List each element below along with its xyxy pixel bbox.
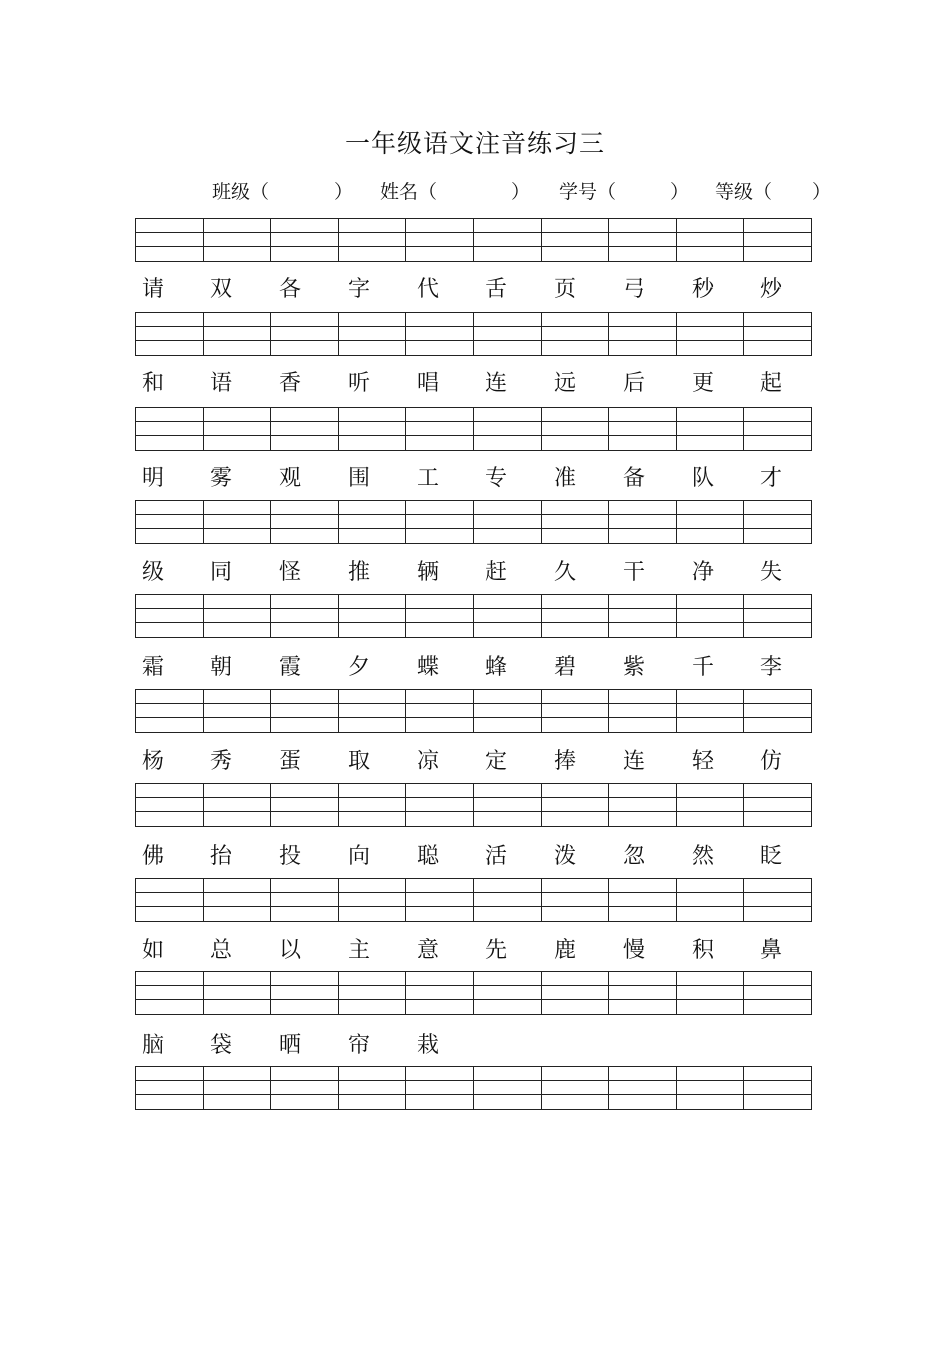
hanzi-character: 帘 [347, 1033, 370, 1058]
hanzi-character: 代 [416, 277, 439, 302]
pinyin-cell[interactable] [339, 879, 407, 921]
pinyin-cell[interactable] [204, 313, 272, 355]
hanzi-character: 双 [209, 277, 232, 302]
hanzi-character: 朝 [209, 655, 232, 680]
pinyin-cell[interactable] [677, 1067, 745, 1109]
pinyin-cell[interactable] [609, 1067, 677, 1109]
pinyin-cell[interactable] [136, 501, 204, 543]
pinyin-cell[interactable] [744, 1067, 811, 1109]
hanzi-character: 慢 [622, 938, 645, 963]
pinyin-cell[interactable] [609, 408, 677, 450]
hanzi-character: 杨 [141, 749, 164, 774]
hanzi-character: 聪 [416, 844, 439, 869]
hanzi-character: 怪 [278, 560, 301, 585]
hanzi-character: 佛 [141, 844, 164, 869]
hanzi-character: 泼 [553, 844, 576, 869]
hanzi-character: 围 [347, 466, 370, 491]
hanzi-character: 积 [691, 938, 714, 963]
number-label: 学号（ [559, 181, 617, 203]
hanzi-character: 霜 [141, 655, 164, 680]
hanzi-character: 级 [141, 560, 164, 585]
character-row-5 [135, 650, 825, 680]
pinyin-cell[interactable] [542, 972, 610, 1014]
pinyin-cell[interactable] [406, 408, 474, 450]
pinyin-cell[interactable] [406, 313, 474, 355]
hanzi-character: 同 [209, 560, 232, 585]
pinyin-cell[interactable] [609, 595, 677, 637]
hanzi-character: 蝶 [416, 655, 439, 680]
pinyin-cell[interactable] [406, 784, 474, 826]
pinyin-cell[interactable] [271, 690, 339, 732]
pinyin-cell[interactable] [474, 784, 542, 826]
pinyin-cell[interactable] [744, 595, 811, 637]
pinyin-cell[interactable] [677, 313, 745, 355]
pinyin-cell[interactable] [542, 690, 610, 732]
hanzi-character: 舌 [484, 277, 507, 302]
pinyin-cell[interactable] [406, 1067, 474, 1109]
grade-close: ） [812, 181, 832, 203]
pinyin-cell[interactable] [406, 595, 474, 637]
hanzi-character: 先 [484, 938, 507, 963]
pinyin-cell[interactable] [339, 784, 407, 826]
hanzi-character: 定 [484, 749, 507, 774]
pinyin-cell[interactable] [677, 690, 745, 732]
pinyin-grid-1 [135, 218, 812, 262]
hanzi-character: 炒 [759, 277, 782, 302]
pinyin-cell[interactable] [677, 595, 745, 637]
hanzi-character: 和 [141, 371, 164, 396]
name-close: ） [511, 181, 531, 203]
pinyin-cell[interactable] [339, 595, 407, 637]
hanzi-character: 备 [622, 466, 645, 491]
pinyin-cell[interactable] [474, 313, 542, 355]
hanzi-character: 蛋 [278, 749, 301, 774]
pinyin-cell[interactable] [136, 408, 204, 450]
hanzi-character: 失 [759, 560, 782, 585]
hanzi-character: 意 [416, 938, 439, 963]
class-label: 班级（ [212, 181, 270, 203]
hanzi-character: 李 [759, 655, 782, 680]
pinyin-cell[interactable] [204, 972, 272, 1014]
pinyin-cell[interactable] [474, 501, 542, 543]
pinyin-cell[interactable] [339, 972, 407, 1014]
hanzi-character: 准 [553, 466, 576, 491]
pinyin-cell[interactable] [677, 879, 745, 921]
pinyin-grid-7 [135, 783, 812, 827]
pinyin-cell[interactable] [136, 219, 204, 261]
character-row-8 [135, 933, 825, 963]
hanzi-character: 更 [691, 371, 714, 396]
pinyin-cell[interactable] [271, 972, 339, 1014]
hanzi-character: 忽 [622, 844, 645, 869]
hanzi-character: 后 [622, 371, 645, 396]
pinyin-cell[interactable] [542, 408, 610, 450]
pinyin-cell[interactable] [677, 408, 745, 450]
hanzi-character: 雾 [209, 466, 232, 491]
hanzi-character: 紫 [622, 655, 645, 680]
pinyin-cell[interactable] [136, 972, 204, 1014]
hanzi-character: 秀 [209, 749, 232, 774]
pinyin-cell[interactable] [542, 313, 610, 355]
pinyin-cell[interactable] [474, 595, 542, 637]
pinyin-cell[interactable] [136, 313, 204, 355]
pinyin-cell[interactable] [744, 879, 811, 921]
hanzi-character: 凉 [416, 749, 439, 774]
pinyin-cell[interactable] [744, 784, 811, 826]
pinyin-cell[interactable] [339, 1067, 407, 1109]
hanzi-character: 抬 [209, 844, 232, 869]
pinyin-grid-3 [135, 407, 812, 451]
hanzi-character: 投 [278, 844, 301, 869]
page-title: 一年级语文注音练习三 [344, 129, 605, 158]
number-close: ） [670, 181, 690, 203]
pinyin-cell[interactable] [609, 690, 677, 732]
pinyin-cell[interactable] [677, 784, 745, 826]
pinyin-cell[interactable] [204, 1067, 272, 1109]
pinyin-grid-4 [135, 500, 812, 544]
pinyin-cell[interactable] [542, 1067, 610, 1109]
pinyin-cell[interactable] [609, 972, 677, 1014]
hanzi-character: 推 [347, 560, 370, 585]
pinyin-cell[interactable] [204, 784, 272, 826]
hanzi-character: 碧 [553, 655, 576, 680]
pinyin-cell[interactable] [609, 501, 677, 543]
pinyin-cell[interactable] [542, 784, 610, 826]
pinyin-cell[interactable] [609, 784, 677, 826]
pinyin-cell[interactable] [339, 313, 407, 355]
pinyin-cell[interactable] [542, 879, 610, 921]
hanzi-character: 赶 [484, 560, 507, 585]
hanzi-character: 脑 [141, 1033, 164, 1058]
hanzi-character: 净 [691, 560, 714, 585]
pinyin-cell[interactable] [339, 219, 407, 261]
hanzi-character: 干 [622, 560, 645, 585]
pinyin-cell[interactable] [406, 879, 474, 921]
character-row-6 [135, 744, 825, 774]
pinyin-cell[interactable] [677, 972, 745, 1014]
pinyin-cell[interactable] [339, 690, 407, 732]
pinyin-cell[interactable] [542, 595, 610, 637]
hanzi-character: 各 [278, 277, 301, 302]
hanzi-character: 鹿 [553, 938, 576, 963]
pinyin-cell[interactable] [136, 690, 204, 732]
hanzi-character: 语 [209, 371, 232, 396]
pinyin-cell[interactable] [542, 219, 610, 261]
pinyin-cell[interactable] [609, 313, 677, 355]
pinyin-cell[interactable] [136, 879, 204, 921]
hanzi-character: 才 [759, 466, 782, 491]
hanzi-character: 听 [347, 371, 370, 396]
hanzi-character: 千 [691, 655, 714, 680]
pinyin-cell[interactable] [406, 972, 474, 1014]
pinyin-cell[interactable] [744, 313, 811, 355]
pinyin-cell[interactable] [136, 1067, 204, 1109]
pinyin-cell[interactable] [474, 972, 542, 1014]
pinyin-cell[interactable] [474, 408, 542, 450]
hanzi-character: 然 [691, 844, 714, 869]
hanzi-character: 眨 [759, 844, 782, 869]
student-info-line [0, 177, 950, 207]
hanzi-character: 观 [278, 466, 301, 491]
pinyin-cell[interactable] [271, 219, 339, 261]
pinyin-cell[interactable] [744, 501, 811, 543]
pinyin-cell[interactable] [406, 501, 474, 543]
pinyin-cell[interactable] [474, 690, 542, 732]
pinyin-cell[interactable] [339, 408, 407, 450]
hanzi-character: 栽 [416, 1033, 439, 1058]
pinyin-cell[interactable] [271, 408, 339, 450]
hanzi-character: 香 [278, 371, 301, 396]
pinyin-grid-6 [135, 689, 812, 733]
pinyin-cell[interactable] [339, 501, 407, 543]
pinyin-cell[interactable] [677, 219, 745, 261]
hanzi-character: 远 [553, 371, 576, 396]
pinyin-cell[interactable] [744, 972, 811, 1014]
hanzi-character: 起 [759, 371, 782, 396]
character-row-4 [135, 555, 825, 585]
hanzi-character: 秒 [691, 277, 714, 302]
hanzi-character: 久 [553, 560, 576, 585]
pinyin-cell[interactable] [474, 1067, 542, 1109]
hanzi-character: 取 [347, 749, 370, 774]
hanzi-character: 活 [484, 844, 507, 869]
hanzi-character: 唱 [416, 371, 439, 396]
pinyin-cell[interactable] [677, 501, 745, 543]
hanzi-character: 晒 [278, 1033, 301, 1058]
hanzi-character: 请 [141, 277, 164, 302]
pinyin-cell[interactable] [474, 879, 542, 921]
pinyin-grid-5 [135, 594, 812, 638]
character-row-1 [135, 272, 825, 302]
pinyin-cell[interactable] [474, 219, 542, 261]
hanzi-character: 以 [278, 938, 301, 963]
hanzi-character: 鼻 [759, 938, 782, 963]
pinyin-cell[interactable] [136, 784, 204, 826]
pinyin-cell[interactable] [609, 219, 677, 261]
pinyin-cell[interactable] [204, 408, 272, 450]
pinyin-cell[interactable] [271, 1067, 339, 1109]
hanzi-character: 轻 [691, 749, 714, 774]
hanzi-character: 袋 [209, 1033, 232, 1058]
pinyin-cell[interactable] [204, 501, 272, 543]
hanzi-character: 连 [622, 749, 645, 774]
character-row-9 [135, 1028, 825, 1058]
pinyin-cell[interactable] [271, 313, 339, 355]
hanzi-character: 队 [691, 466, 714, 491]
pinyin-cell[interactable] [204, 879, 272, 921]
hanzi-character: 专 [484, 466, 507, 491]
hanzi-character: 霞 [278, 655, 301, 680]
pinyin-cell[interactable] [271, 595, 339, 637]
pinyin-cell[interactable] [271, 784, 339, 826]
pinyin-cell[interactable] [542, 501, 610, 543]
pinyin-cell[interactable] [744, 690, 811, 732]
hanzi-character: 仿 [759, 749, 782, 774]
hanzi-character: 总 [209, 938, 232, 963]
character-row-7 [135, 839, 825, 869]
hanzi-character: 连 [484, 371, 507, 396]
grade-label: 等级（ [715, 181, 773, 203]
pinyin-cell[interactable] [744, 408, 811, 450]
hanzi-character: 弓 [622, 277, 645, 302]
hanzi-character: 字 [347, 277, 370, 302]
class-close: ） [334, 181, 354, 203]
character-row-2 [135, 366, 825, 396]
pinyin-cell[interactable] [204, 690, 272, 732]
pinyin-cell[interactable] [204, 595, 272, 637]
pinyin-grid-9 [135, 971, 812, 1015]
pinyin-cell[interactable] [744, 219, 811, 261]
hanzi-character: 明 [141, 466, 164, 491]
character-row-3 [135, 461, 825, 491]
pinyin-cell[interactable] [136, 595, 204, 637]
hanzi-character: 页 [553, 277, 576, 302]
hanzi-character: 如 [141, 938, 164, 963]
pinyin-cell[interactable] [271, 501, 339, 543]
pinyin-cell[interactable] [406, 690, 474, 732]
hanzi-character: 向 [347, 844, 370, 869]
pinyin-cell[interactable] [271, 879, 339, 921]
name-label: 姓名（ [380, 181, 438, 203]
pinyin-cell[interactable] [406, 219, 474, 261]
pinyin-grid-2 [135, 312, 812, 356]
pinyin-grid-8 [135, 878, 812, 922]
hanzi-character: 工 [416, 466, 439, 491]
pinyin-cell[interactable] [609, 879, 677, 921]
hanzi-character: 辆 [416, 560, 439, 585]
pinyin-cell[interactable] [204, 219, 272, 261]
hanzi-character: 主 [347, 938, 370, 963]
hanzi-character: 捧 [553, 749, 576, 774]
pinyin-grid-10 [135, 1066, 812, 1110]
hanzi-character: 夕 [347, 655, 370, 680]
hanzi-character: 蜂 [484, 655, 507, 680]
